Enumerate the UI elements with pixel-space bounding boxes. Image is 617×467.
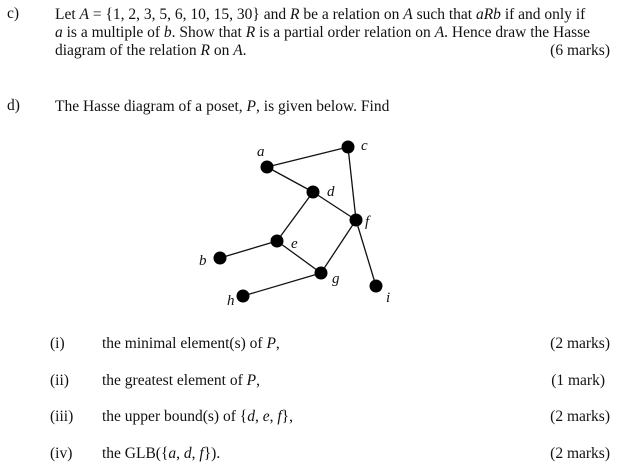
- text-segment: P: [246, 98, 257, 115]
- node-f: [350, 214, 363, 227]
- edge-d-f: [313, 192, 356, 220]
- part-i-marks: (2 marks): [550, 335, 610, 352]
- text-segment: d: [183, 445, 192, 462]
- part-i-number: (i): [50, 335, 65, 352]
- node-label-e: e: [291, 236, 298, 252]
- text-segment: .: [242, 42, 247, 59]
- text-segment: is a multiple of: [62, 24, 164, 41]
- edge-a-c: [267, 147, 348, 167]
- node-label-a: a: [257, 144, 265, 160]
- text-segment: ,: [269, 408, 278, 425]
- text-segment: R: [290, 6, 300, 23]
- text-segment: the GLB({: [102, 445, 169, 462]
- text-segment: a: [55, 24, 63, 41]
- part-iv-marks: (2 marks): [550, 445, 610, 462]
- text-segment: A: [403, 6, 413, 23]
- text-segment: R: [245, 24, 256, 41]
- text-segment: ,: [176, 445, 184, 462]
- text-segment: ,: [275, 335, 280, 352]
- text-segment: on: [209, 42, 234, 59]
- node-c: [342, 141, 355, 154]
- text-segment: aRb: [475, 6, 501, 23]
- text-segment: R: [200, 42, 210, 59]
- text-segment: . Show that: [171, 24, 246, 41]
- part-iii-marks: (2 marks): [550, 408, 610, 425]
- text-segment: diagram of the relation: [55, 42, 201, 59]
- text-segment: A: [434, 24, 445, 41]
- edge-f-g: [321, 220, 356, 273]
- edge-c-f: [348, 147, 356, 220]
- text-segment: if and only if: [500, 6, 586, 23]
- node-d: [307, 186, 320, 199]
- text-segment: d: [247, 408, 255, 425]
- part-iii-text: [102, 408, 293, 426]
- edge-e-g: [277, 241, 321, 273]
- text-segment: ,: [191, 445, 200, 462]
- part-i-text: [102, 335, 280, 353]
- node-label-d: d: [327, 184, 335, 200]
- text-segment: such that: [412, 6, 476, 23]
- text-segment: the minimal element(s) of: [102, 335, 267, 352]
- node-label-i: i: [386, 290, 391, 306]
- node-g: [315, 267, 328, 280]
- part-ii-number: (ii): [50, 372, 69, 389]
- text-segment: = {1, 2, 3, 5, 6, 10, 15, 30} and: [89, 6, 291, 23]
- text-segment: ,: [254, 408, 263, 425]
- node-label-c: c: [361, 138, 368, 154]
- part-ii-text: [102, 372, 260, 390]
- text-segment: A: [233, 42, 243, 59]
- part-iii-number: (iii): [50, 408, 74, 425]
- text-segment: P: [266, 335, 276, 352]
- text-segment: be a relation on: [299, 6, 404, 23]
- text-segment: the greatest element of: [102, 372, 247, 389]
- node-label-g: g: [332, 271, 340, 287]
- text-segment: f: [277, 408, 282, 425]
- text-segment: Let: [55, 6, 80, 23]
- text-segment: , is given below. Find: [256, 98, 390, 115]
- text-segment: }).: [203, 445, 221, 462]
- edge-a-d: [267, 167, 313, 192]
- question-d-label: d): [7, 97, 20, 114]
- part-ii-marks: (1 mark): [551, 372, 605, 389]
- text-segment: the upper bound(s) of {: [102, 408, 248, 425]
- node-h: [237, 290, 250, 303]
- question-c-label: c): [7, 5, 20, 22]
- edge-h-g: [243, 273, 321, 296]
- text-segment: The Hasse diagram of a poset,: [55, 98, 247, 115]
- text-segment: P: [246, 372, 257, 389]
- text-segment: },: [281, 408, 293, 425]
- text-segment: f: [199, 445, 204, 462]
- text-segment: a: [168, 445, 177, 462]
- node-label-h: h: [227, 293, 235, 309]
- node-b: [214, 252, 227, 265]
- node-e: [271, 235, 284, 248]
- node-a: [261, 161, 274, 174]
- text-segment: ,: [256, 372, 260, 389]
- text-segment: is a partial order relation on: [255, 24, 435, 41]
- edge-b-e: [220, 241, 277, 258]
- text-segment: A: [79, 6, 89, 23]
- node-label-b: b: [199, 253, 207, 269]
- node-label-f: f: [365, 214, 370, 230]
- node-i: [370, 280, 383, 293]
- part-iv-text: [102, 445, 220, 463]
- text-segment: b: [163, 24, 172, 41]
- part-iv-number: (iv): [50, 445, 73, 462]
- question-c-marks: (6 marks): [550, 42, 610, 59]
- text-segment: e: [262, 408, 270, 425]
- edge-d-e: [277, 192, 313, 241]
- text-segment: . Hence draw the Hasse: [444, 24, 591, 41]
